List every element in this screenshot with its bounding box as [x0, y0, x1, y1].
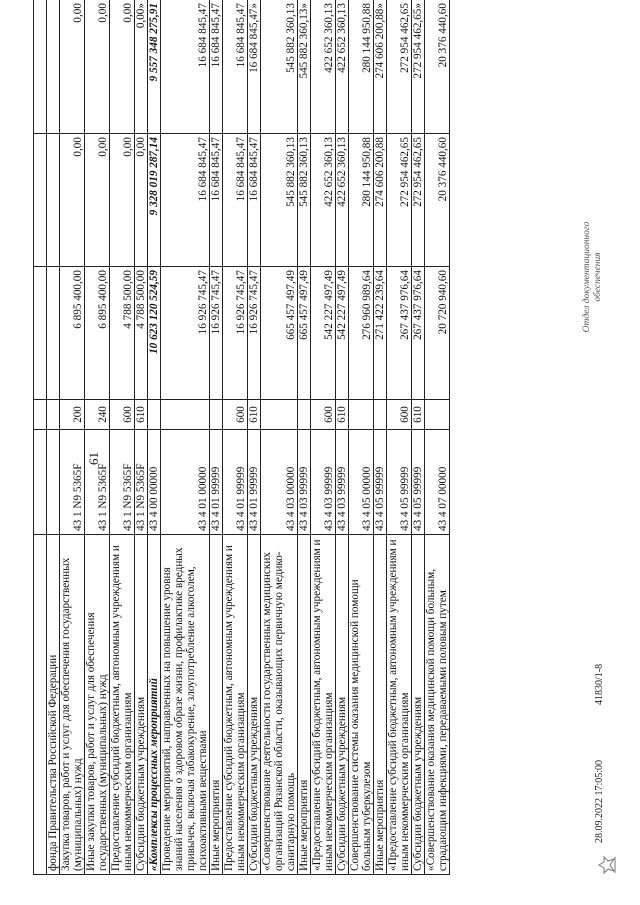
row-amount-3: 272 954 462,65»	[412, 0, 425, 134]
row-code: 43 1 N9 5365F	[110, 430, 135, 535]
row-code: 43 4 01 00000	[161, 430, 210, 535]
row-code: 43 4 07 00000	[425, 430, 450, 535]
row-amount-3: 274 606 200,88»	[374, 0, 387, 134]
row-amount-3: 0,00	[85, 0, 110, 134]
row-amount-2: 0,00	[60, 134, 85, 267]
row-amount-2: 545 882 360,13	[261, 134, 298, 267]
row-expense-type	[148, 400, 161, 430]
row-name: «Предоставление субсидий бюджетным, автономным учреждениям и иным некоммерческим организациям	[311, 535, 336, 875]
row-name: Субсидии бюджетным учреждениям	[412, 535, 425, 875]
row-amount-2: 274 606 200,88	[374, 134, 387, 267]
row-name: Иные мероприятия	[374, 535, 387, 875]
row-amount-1	[47, 267, 60, 400]
table-row	[110, 0, 135, 875]
row-code: 43 4 03 99999	[298, 430, 311, 535]
row-amount-2: 20 376 440,60	[425, 134, 450, 267]
row-expense-type: 610	[412, 400, 425, 430]
row-name: Проведение мероприятий, направленных на повышение уровня знаний населения о здоровом образе жизни, профилактике вредных привычек, включая табакокурение, злоупотребление алкоголем, психоактивными веществами	[161, 535, 210, 875]
row-name: Закупка товаров, работ и услуг для обеспечения государственных (муниципальных) нужд	[60, 535, 85, 875]
table-row	[387, 0, 412, 875]
row-name: Субсидии бюджетным учреждениям	[248, 535, 261, 875]
table-row	[135, 0, 148, 875]
table-top-row	[34, 0, 47, 875]
page-number: 61	[86, 452, 101, 465]
row-amount-3: 422 652 360,13	[311, 0, 336, 134]
row-name: Предоставление субсидий бюджетным, автономным учреждениям и иным некоммерческим организациям	[110, 535, 135, 875]
row-amount-3: 16 684 845,47	[210, 0, 223, 134]
row-amount-3: 545 882 360,13	[261, 0, 298, 134]
row-code: 43 4 05 99999	[374, 430, 387, 535]
row-amount-2: 16 684 845,47	[161, 134, 210, 267]
row-code: 43 1 N9 5365F	[135, 430, 148, 535]
table-row	[374, 0, 387, 875]
table-row	[349, 0, 374, 875]
row-amount-1: 271 422 239,64	[374, 267, 387, 400]
table-row	[336, 0, 349, 875]
row-amount-1: 16 926 745,47	[210, 267, 223, 400]
row-name: Иные закупки товаров, работ и услуг для обеспечения государственных (муниципальных) нужд	[85, 535, 110, 875]
row-amount-2: 16 684 845,47	[210, 134, 223, 267]
row-amount-1: 4 788 500,00	[110, 267, 135, 400]
row-code: 43 4 03 99999	[336, 430, 349, 535]
row-expense-type: 600	[311, 400, 336, 430]
row-amount-2: 422 652 360,13	[311, 134, 336, 267]
table-row	[261, 0, 298, 875]
row-code: 43 1 N9 5365F	[85, 430, 110, 535]
table-row	[311, 0, 336, 875]
row-amount-3: 9 557 348 275,91	[148, 0, 161, 134]
row-amount-3: 0,00	[110, 0, 135, 134]
table-row	[298, 0, 311, 875]
row-amount-1: 16 926 745,47	[161, 267, 210, 400]
department-stamp: Отдел документационного обеспечения	[582, 221, 603, 333]
row-expense-type: 600	[223, 400, 248, 430]
row-amount-2: 545 882 360,13	[298, 134, 311, 267]
row-code: 43 4 05 99999	[412, 430, 425, 535]
row-code	[47, 430, 60, 535]
table-row	[425, 0, 450, 875]
row-name: «Комплексы процессных мероприятий	[148, 535, 161, 875]
row-amount-1: 6 895 400,00	[85, 267, 110, 400]
row-amount-3	[47, 0, 60, 134]
row-amount-3: 0,00	[60, 0, 85, 134]
row-amount-2: 16 684 845,47	[223, 134, 248, 267]
row-name: Субсидии бюджетным учреждениям	[135, 535, 148, 875]
row-code: 43 4 01 99999	[210, 430, 223, 535]
row-code: 43 4 05 99999	[387, 430, 412, 535]
row-amount-2: 0,00	[85, 134, 110, 267]
row-amount-1: 665 457 497,49	[261, 267, 298, 400]
row-amount-1: 4 788 500,00	[135, 267, 148, 400]
row-amount-2: 272 954 462,65	[412, 134, 425, 267]
row-expense-type: 600	[110, 400, 135, 430]
row-amount-1: 665 457 497,49	[298, 267, 311, 400]
row-amount-1: 20 720 940,60	[425, 267, 450, 400]
table-body	[47, 0, 450, 875]
row-amount-2: 280 144 950,88	[349, 134, 374, 267]
row-name: «Предоставление субсидий бюджетным, автономным учреждениям и иным некоммерческим организациям	[387, 535, 412, 875]
row-code: 43 4 01 99999	[223, 430, 248, 535]
row-expense-type: 610	[135, 400, 148, 430]
table-row	[412, 0, 425, 875]
row-name: Иные мероприятия	[210, 535, 223, 875]
row-code: 43 4 01 99999	[248, 430, 261, 535]
row-expense-type: 600	[387, 400, 412, 430]
row-name: «Совершенствование оказания медицинской помощи больным, страдающим инфекциями, передаваемыми половым путем	[425, 535, 450, 875]
row-amount-1: 16 926 745,47	[223, 267, 248, 400]
row-amount-2: 16 684 845,47	[248, 134, 261, 267]
row-amount-3: 545 882 360,13»	[298, 0, 311, 134]
row-name: Предоставление субсидий бюджетным, автономным учреждениям и иным некоммерческим организациям	[223, 535, 248, 875]
row-name: Иные мероприятия	[298, 535, 311, 875]
row-amount-1: 267 437 976,64	[387, 267, 412, 400]
row-amount-3: 20 376 440,60	[425, 0, 450, 134]
row-name: фонда Правительства Российской Федерации	[47, 535, 60, 875]
footer-doc-number: 41830/1-8	[594, 663, 605, 705]
row-amount-2: 9 328 019 287,14	[148, 134, 161, 267]
row-amount-3: 16 684 845,47	[161, 0, 210, 134]
table-row	[161, 0, 210, 875]
row-expense-type	[210, 400, 223, 430]
row-code: 43 4 00 00000	[148, 430, 161, 535]
row-expense-type: 240	[85, 400, 110, 430]
table-row	[148, 0, 161, 875]
row-amount-1: 10 623 120 524,59	[148, 267, 161, 400]
row-amount-3: 16 684 845,47»	[248, 0, 261, 134]
row-amount-2: 272 954 462,65	[387, 134, 412, 267]
row-code: 43 4 03 00000	[261, 430, 298, 535]
row-amount-1: 542 227 497,49	[336, 267, 349, 400]
row-name: Совершенствование системы оказания медицинской помощи больным туберкулезом	[349, 535, 374, 875]
table-row	[85, 0, 110, 875]
row-amount-1: 276 960 989,64	[349, 267, 374, 400]
row-expense-type	[349, 400, 374, 430]
table-row	[60, 0, 85, 875]
table-row	[47, 0, 60, 875]
row-expense-type	[161, 400, 210, 430]
row-amount-3: 272 954 462,65	[387, 0, 412, 134]
row-amount-2: 422 652 360,13	[336, 134, 349, 267]
row-amount-3: 280 144 950,88	[349, 0, 374, 134]
row-amount-2: 0,00	[110, 134, 135, 267]
table-row	[223, 0, 248, 875]
row-amount-1: 6 895 400,00	[60, 267, 85, 400]
row-amount-2: 0,00	[135, 134, 148, 267]
row-expense-type	[374, 400, 387, 430]
row-name: «Совершенствование деятельности государственных медицинских организаций Рязанской области, оказывающих первичную медико-санитарную помощь	[261, 535, 298, 875]
row-amount-2	[47, 134, 60, 267]
row-expense-type	[47, 400, 60, 430]
table-row	[210, 0, 223, 875]
emblem-icon	[598, 855, 616, 875]
row-amount-3: 422 652 360,13	[336, 0, 349, 134]
row-code: 43 4 03 99999	[311, 430, 336, 535]
budget-table	[33, 0, 450, 875]
row-expense-type	[261, 400, 298, 430]
table-row	[248, 0, 261, 875]
row-expense-type	[298, 400, 311, 430]
row-expense-type: 610	[248, 400, 261, 430]
row-amount-3: 16 684 845,47	[223, 0, 248, 134]
row-expense-type	[425, 400, 450, 430]
row-amount-1: 267 437 976,64	[412, 267, 425, 400]
row-code: 43 4 05 00000	[349, 430, 374, 535]
row-amount-3: 0,00»	[135, 0, 148, 134]
row-amount-1: 542 227 497,49	[311, 267, 336, 400]
footer-date: 28.09.2022 17:05:00	[594, 759, 605, 843]
row-name: Субсидии бюджетным учреждениям	[336, 535, 349, 875]
row-expense-type: 610	[336, 400, 349, 430]
row-code: 43 1 N9 5365F	[60, 430, 85, 535]
row-expense-type: 200	[60, 400, 85, 430]
row-amount-1: 16 926 745,47	[248, 267, 261, 400]
